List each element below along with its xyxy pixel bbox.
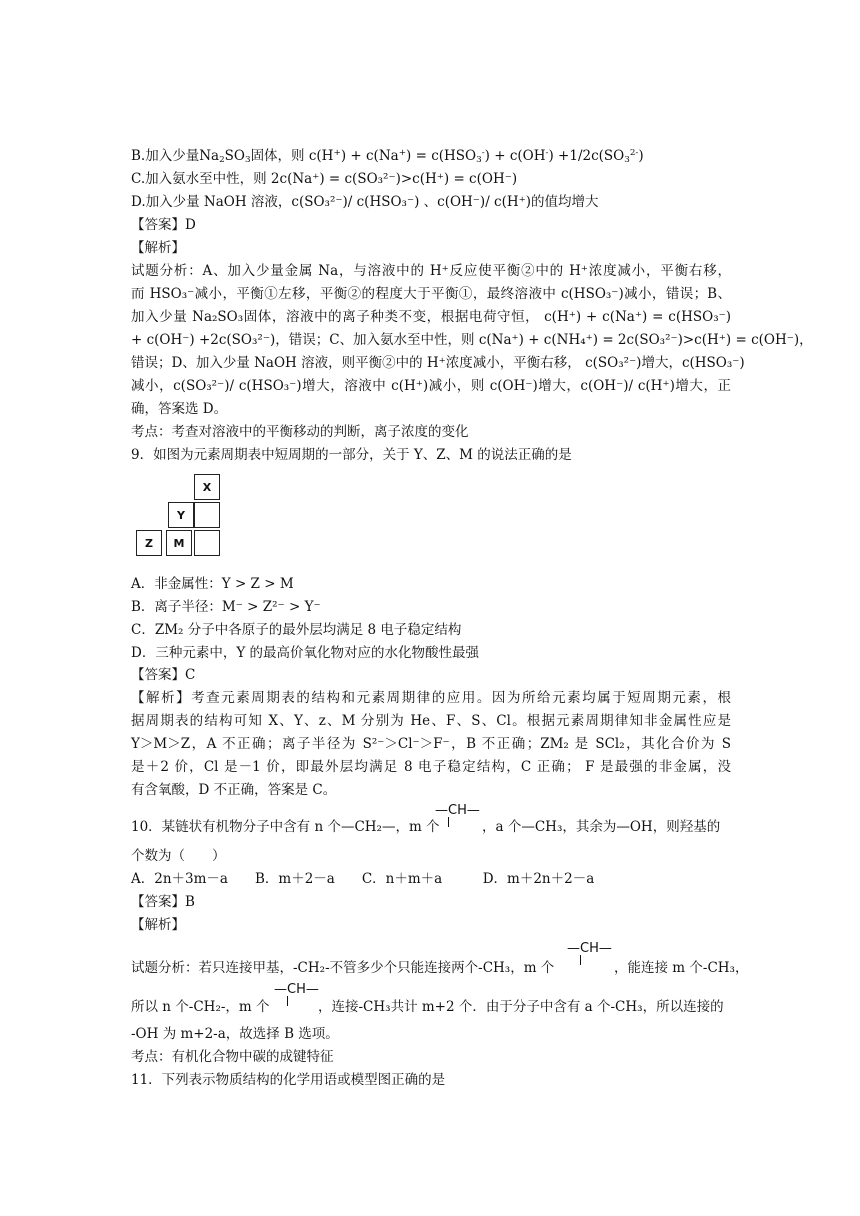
analysis-2-line: 【解析】考查元素周期表的结构和元素周期律的应用。因为所给元素均属于短周期元素，根 [131,690,731,706]
analysis-3-line2b: ，连接-CH₃共计 m+2 个．由于分子中含有 a 个-CH₃，所以连接的 [318,999,724,1015]
analysis-1-line: 减小，c(SO₃²⁻)/ c(HSO₃⁻)增大，溶液中 c(H⁺)减小，则 c(OH⁻)增大，c(OH⁻)/ c(H⁺)增大，正 [131,378,731,394]
answer-2: 【答案】C [131,667,196,683]
cell-y: Y [168,502,194,528]
analysis-3-heading: 【解析】 [131,917,185,933]
analysis-1-line: 确，答案选 D。 [131,401,228,417]
analysis-2-line: 有含氧酸，D 不正确，答案是 C。 [131,782,337,798]
analysis-2-line: 据周期表的结构可知 X、Y、z、M 分别为 He、F、S、Cl。根据元素周期律知非金属性应是 [131,713,731,729]
analysis-1-heading: 【解析】 [131,240,185,256]
key-point-1: 考点：考查对溶液中的平衡移动的判断，离子浓度的变化 [131,424,469,440]
analysis-3-line1a: 试题分析：若只连接甲基，-CH₂-不管多少个只能连接两个-CH₃，m 个 [131,960,555,976]
cell-empty [194,530,220,556]
analysis-1-line: 试题分析：A、加入少量金属 Na，与溶液中的 H⁺反应使平衡②中的 H⁺浓度减小，平衡右移， [131,263,731,279]
ch-fragment: —CH— [567,942,612,965]
ch-fragment: —CH— [274,983,319,1006]
analysis-3-line2a: 所以 n 个-CH₂-，m 个 [131,999,270,1015]
analysis-3-line1b: ，能连接 m 个-CH₃， [614,960,749,976]
q9-option-c: C．ZM₂ 分子中各原子的最外层均满足 8 电子稳定结构 [131,622,462,638]
question-10-options: A．2n＋3m－a B．m＋2－a C．n＋m＋a D．m＋2n＋2－a [131,871,595,887]
q9-option-a: A．非金属性：Y > Z > M [131,576,294,592]
analysis-2-line: 是＋2 价，Cl 是－1 价，即最外层均满足 8 电子稳定结构，C 正确； F 是最强的非金属，没 [131,759,731,775]
option-d-line: D.加入少量 NaOH 溶液，c(SO₃²⁻)/ c(HSO₃⁻) 、c(OH⁻)/ c(H⁺)的值均增大 [131,194,599,210]
analysis-1-line: 错误；D、加入少量 NaOH 溶液，则平衡②中的 H⁺浓度减小，平衡右移， c(SO₃²⁻)增大，c(HSO₃⁻) [131,355,745,371]
answer-1: 【答案】D [131,217,196,233]
analysis-1-line: 而 HSO₃⁻减小，平衡①左移，平衡②的程度大于平衡①，最终溶液中 c(HSO₃⁻)减小，错误；B、 [131,286,731,302]
analysis-1-line: 加入少量 Na₂SO₃固体，溶液中的离子种类不变，根据电荷守恒， c(H⁺) + c(Na⁺) = c(HSO₃⁻) [131,309,731,325]
answer-3: 【答案】B [131,894,195,910]
cell-empty [194,502,220,528]
analysis-3-line3: -OH 为 m+2-a，故选择 B 选项。 [131,1026,339,1042]
ch-fragment: —CH— [435,804,480,827]
key-point-3: 考点：有机化合物中碳的成键特征 [131,1049,334,1065]
question-10-part2: ，a 个—CH₃，其余为—OH，则羟基的 [482,819,721,835]
question-11: 11．下列表示物质结构的化学用语或模型图正确的是 [131,1072,446,1088]
q9-option-b: B．离子半径：M⁻ > Z²⁻ > Y⁻ [131,599,321,615]
question-10-part3: 个数为（ ） [131,848,226,864]
q9-option-d: D．三种元素中，Y 的最高价氧化物对应的水化物酸性最强 [131,645,480,661]
analysis-2-line: Y＞M＞Z，A 不正确；离子半径为 S²⁻＞Cl⁻＞F⁻，B 不正确；ZM₂ 是 SCl₂，其化合价为 S [131,736,731,752]
question-10-part1: 10．某链状有机物分子中含有 n 个—CH₂—，m 个 [131,819,440,835]
cell-m: M [166,530,192,556]
analysis-1-line: + c(OH⁻) +2c(SO₃²⁻)，错误；C、加入氨水至中性，则 c(Na⁺) + c(NH₄⁺) = 2c(SO₃²⁻)>c(H⁺) = c(OH⁻)， [131,332,813,348]
cell-z: Z [136,530,162,556]
option-b-line: B.加入少量$Na_2SO_3$固体，则 $c(H^+) + c(Na^+) = c(HSO_3^-) + c(OH^-) +1/2c(SO_3^{2-})$ [131,148,644,166]
question-9: 9．如图为元素周期表中短周期的一部分，关于 Y、Z、M 的说法正确的是 [131,447,572,463]
option-c-line: C.加入氨水至中性，则 2c(Na⁺) = c(SO₃²⁻)>c(H⁺) = c(OH⁻) [131,171,518,187]
cell-x: X [194,474,220,500]
